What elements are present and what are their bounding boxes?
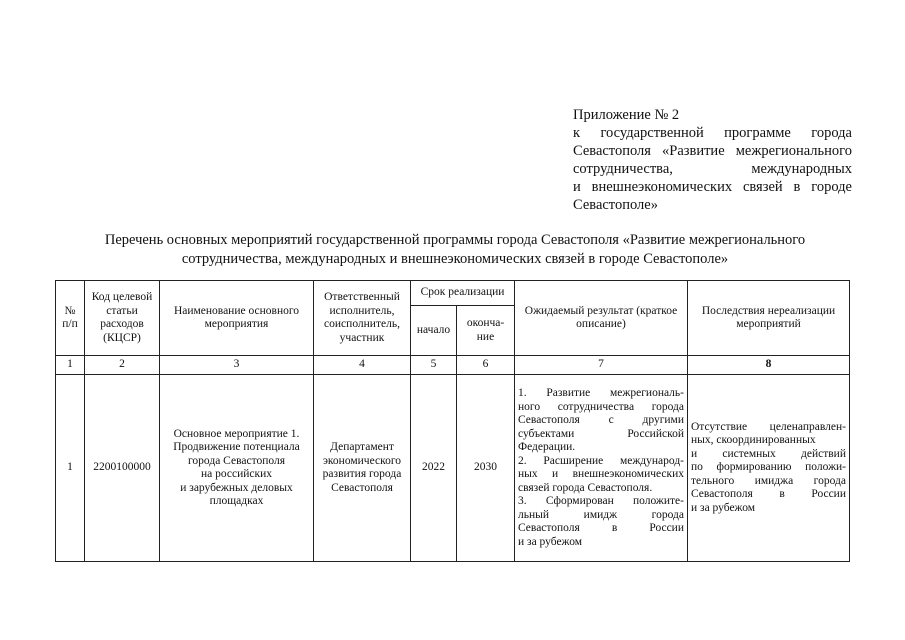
header-start: начало [411,306,457,356]
column-number: 2 [85,356,160,375]
text-line: и за рубежом [518,535,583,548]
text-line: Севастополя с другими [518,414,684,426]
appendix-caption [573,106,852,214]
text-line: развития города [322,468,402,480]
appendix-line: сотрудничества, международных [573,161,852,177]
header-executor: Ответственный исполнитель, соисполнитель, участник [314,281,411,356]
row-activity-name [160,375,314,562]
text-line: Продвижение потенциала [173,441,300,453]
appendix-line: Севастополя «Развитие межрегионального [573,143,852,159]
text-line: 3. Сформирован положите- [518,495,684,507]
column-number: 6 [457,356,515,375]
appendix-line: Севастополе» [573,197,658,213]
row-expected-result [515,375,688,562]
activities-table [55,280,850,562]
column-number: 4 [314,356,411,375]
document-title [60,231,850,269]
header-code: Код целевой статьи расходов (КЦСР) [85,281,160,356]
text-line: субъектами Российской [518,427,684,440]
header-consequences: Последствия нереализации мероприятий [688,281,850,356]
column-number: 8 [688,356,850,375]
column-number: 3 [160,356,314,375]
header-num: № п/п [56,281,85,356]
row-code: 2200100000 [85,375,160,562]
appendix-line: и внешнеэкономических связей в городе [573,179,852,195]
text-line: ных, скоординированных [691,434,816,447]
column-numbers-row [56,356,850,375]
text-line: Основное мероприятие 1. [173,427,300,440]
text-line: 2. Расширение международ- [518,454,684,467]
text-line: связей города Севастополя. [518,481,653,494]
text-line: ных и внешнеэкономических [518,468,684,480]
text-line: по формированию положи- [691,461,846,474]
row-num: 1 [56,375,85,562]
header-result: Ожидаемый результат (краткое описание) [515,281,688,356]
text-line: тельного имиджа города [691,474,846,487]
header-end: оконча-ние [457,306,515,356]
table-row [56,375,850,562]
title-line: сотрудничества, международных и внешнеэкономических связей в городе Севастополе» [181,251,729,267]
column-number: 7 [515,356,688,375]
column-number: 1 [56,356,85,375]
text-line: льный имидж города [518,508,684,521]
title-line: Перечень основных мероприятий государственной программы города Севастополя «Развитие межрегионального [104,232,806,248]
text-line: Федерации. [518,441,576,453]
header-period: Срок реализации [411,281,515,306]
text-line: Севастополя в России [691,488,846,501]
text-line: Департамент [330,441,394,453]
text-line: города Севастополя [188,454,285,467]
row-executor [314,375,411,562]
text-line: Севастополя в России [518,522,684,534]
header-name: Наименование основного мероприятия [160,281,314,356]
text-line: и за рубежом [691,501,756,514]
text-line: Отсутствие целенаправлен- [691,420,846,433]
text-line: и системных действий [691,447,846,460]
text-line: площадках [209,495,264,507]
appendix-line: к государственной программе города [573,125,852,141]
appendix-number: Приложение № 2 [573,107,680,123]
row-consequences [688,375,850,562]
row-start-year: 2022 [411,375,457,562]
row-end-year: 2030 [457,375,515,562]
text-line: ного сотрудничества города [518,400,684,413]
text-line: Севастополя [331,481,393,494]
text-line: 1. Развитие межрегиональ- [518,387,684,399]
text-line: и зарубежных деловых [180,481,293,494]
text-line: на российских [200,468,273,480]
column-number: 5 [411,356,457,375]
text-line: экономического [322,454,402,467]
